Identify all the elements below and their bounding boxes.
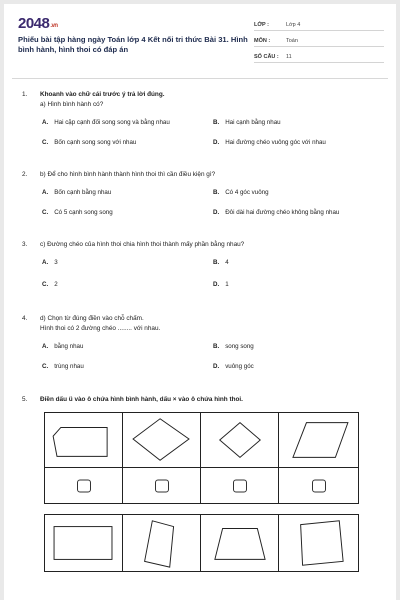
option-label: A. xyxy=(42,189,49,196)
tilted-quadrilateral-shape xyxy=(123,515,200,571)
option-text: bằng nhau xyxy=(54,343,84,350)
option-d[interactable] xyxy=(213,280,229,290)
option-text: Có 5 cạnh song song xyxy=(54,209,113,216)
header-divider xyxy=(12,78,388,79)
option-text: Hai đường chéo vuông góc với nhau xyxy=(225,139,326,146)
shape-grid-2 xyxy=(44,514,359,600)
shape-cell xyxy=(278,514,359,572)
option-b[interactable] xyxy=(213,258,229,268)
option-text: 3 xyxy=(54,259,58,266)
option-text: Hai cặp cạnh đối song song và bằng nhau xyxy=(54,119,170,126)
trapezoid-corner-shape xyxy=(45,413,122,467)
meta-key: SỐ CÂU : xyxy=(254,54,279,60)
option-b[interactable] xyxy=(213,118,281,128)
option-c[interactable] xyxy=(42,138,136,148)
question-4 xyxy=(22,314,386,370)
option-text: Có 4 góc vuông xyxy=(225,189,269,196)
shape-grid-1 xyxy=(44,412,359,504)
answer-checkbox[interactable] xyxy=(233,479,247,492)
option-a[interactable] xyxy=(42,118,170,128)
question-stem: Điền dấu ü vào ô chứa hình bình hành, dấu × vào ô chứa hình thoi. xyxy=(40,396,243,403)
shape-cell xyxy=(122,514,201,572)
meta-value: 11 xyxy=(286,54,292,60)
brand-suffix: .vn xyxy=(50,23,58,29)
meta-key: MÔN : xyxy=(254,38,271,44)
question-stem: Khoanh vào chữ cái trước ý trả lời đúng. xyxy=(40,91,165,98)
answer-checkbox[interactable] xyxy=(77,479,91,492)
option-text: song song xyxy=(225,343,254,350)
option-c[interactable] xyxy=(42,280,58,290)
trapezoid-shape xyxy=(201,515,278,571)
option-label: B. xyxy=(213,343,220,350)
question-number: 1. xyxy=(22,91,28,98)
option-text: Đôi dài hai đường chéo không bằng nhau xyxy=(225,209,340,216)
question-sub: Hình thoi có 2 đường chéo ........ với nhau. xyxy=(40,325,161,332)
option-a[interactable] xyxy=(42,188,111,198)
option-c[interactable] xyxy=(42,208,113,218)
question-5 xyxy=(22,395,386,405)
option-label: C. xyxy=(42,209,49,216)
question-sub: a) Hình bình hành có? xyxy=(40,101,104,108)
option-label: A. xyxy=(42,343,49,350)
option-label: D. xyxy=(213,209,220,216)
worksheet-page xyxy=(4,4,396,600)
meta-row-count xyxy=(254,50,384,63)
tilted-square-shape xyxy=(279,515,358,571)
option-label: B. xyxy=(213,189,220,196)
question-number: 4. xyxy=(22,315,28,322)
option-label: C. xyxy=(42,139,49,146)
option-label: A. xyxy=(42,119,49,126)
worksheet-title: Phiếu bài tập hàng ngày Toán lớp 4 Kết nối tri thức Bài 31. Hình bình hành, hình thoi có đáp án xyxy=(18,35,248,54)
option-label: D. xyxy=(213,139,220,146)
rhombus-shape xyxy=(123,413,200,467)
option-d[interactable] xyxy=(213,362,254,372)
option-a[interactable] xyxy=(42,342,83,352)
meta-value: Lớp 4 xyxy=(286,22,301,28)
answer-checkbox[interactable] xyxy=(312,479,326,492)
option-label: A. xyxy=(42,259,49,266)
answer-checkbox[interactable] xyxy=(155,479,169,492)
answer-cell xyxy=(44,467,123,504)
question-2 xyxy=(22,170,386,216)
option-text: Hai cạnh bằng nhau xyxy=(225,119,281,126)
meta-value: Toán xyxy=(286,38,298,44)
option-text: 2 xyxy=(54,281,58,288)
question-1 xyxy=(22,90,386,146)
option-text: Bốn cạnh song song với nhau xyxy=(54,139,137,146)
option-d[interactable] xyxy=(213,138,326,148)
rectangle-shape xyxy=(45,515,122,571)
answer-cell xyxy=(278,467,359,504)
answer-cell xyxy=(200,467,279,504)
shape-cell xyxy=(200,514,279,572)
shape-cell xyxy=(122,412,201,468)
question-number: 5. xyxy=(22,396,28,403)
option-label: C. xyxy=(42,281,49,288)
option-text: 1 xyxy=(225,281,229,288)
meta-info xyxy=(254,18,384,66)
option-label: B. xyxy=(213,259,220,266)
question-stem: c) Đường chéo của hình thoi chia hình thoi thành mấy phần bằng nhau? xyxy=(40,241,245,248)
shape-cell xyxy=(278,412,359,468)
brand-logo[interactable] xyxy=(18,15,58,32)
option-label: C. xyxy=(42,363,49,370)
parallelogram-shape xyxy=(279,413,358,467)
answer-cell xyxy=(122,467,201,504)
shape-cell xyxy=(200,412,279,468)
question-stem: b) Để cho hình bình hành thành hình thoi thì cần điều kiện gì? xyxy=(40,171,216,178)
shape-cell xyxy=(44,514,123,572)
question-3 xyxy=(22,240,386,288)
meta-row-class xyxy=(254,18,384,31)
option-text: vuông góc xyxy=(225,363,254,370)
meta-key: LỚP : xyxy=(254,22,269,28)
option-a[interactable] xyxy=(42,258,58,268)
option-label: D. xyxy=(213,281,220,288)
option-b[interactable] xyxy=(213,342,254,352)
option-d[interactable] xyxy=(213,208,339,218)
option-text: Bốn cạnh bằng nhau xyxy=(54,189,112,196)
option-text: 4 xyxy=(225,259,229,266)
question-number: 3. xyxy=(22,241,28,248)
shape-cell xyxy=(44,412,123,468)
meta-row-subject xyxy=(254,34,384,47)
small-rhombus-shape xyxy=(201,413,278,467)
option-label: D. xyxy=(213,363,220,370)
option-c[interactable] xyxy=(42,362,84,372)
option-label: B. xyxy=(213,119,220,126)
option-text: trùng nhau xyxy=(54,363,84,370)
option-b[interactable] xyxy=(213,188,269,198)
brand-name: 2048 xyxy=(18,15,50,32)
question-stem: d) Chọn từ đúng điền vào chỗ chấm. xyxy=(40,315,144,322)
question-number: 2. xyxy=(22,171,28,178)
